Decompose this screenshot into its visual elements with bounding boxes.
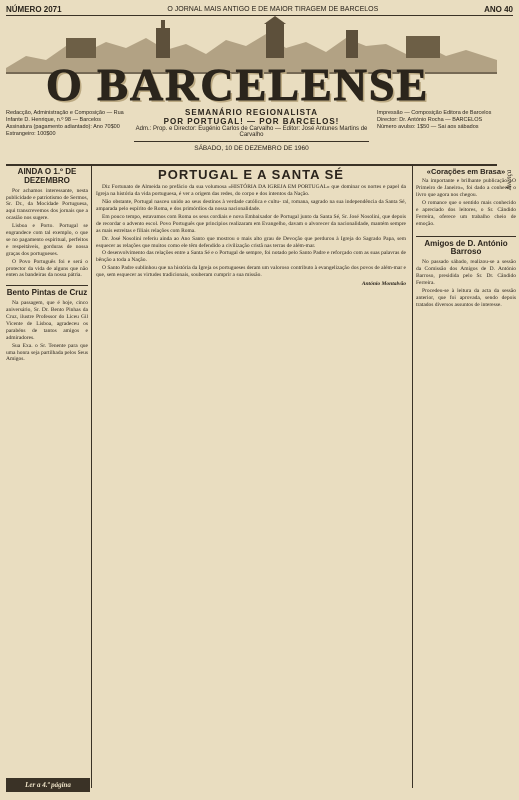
- right-paragraph: Procedeu-se à leitura da acta da sessão anterior, que foi aprovada, sendo depois tratados diversos assuntos de interesse.: [416, 287, 516, 308]
- right-headline: «Corações em Brasa»: [426, 167, 506, 176]
- center-info-box: [134, 108, 369, 152]
- right-paragraph: Na importante e brilhante publicação «O Primeiro de Janeiro», foi dado a conhecer o livro que agora nos chegou.: [416, 178, 516, 199]
- newspaper-title: O BARCELENSE: [46, 59, 430, 110]
- left-column: [6, 166, 92, 788]
- left-paragraph: Sua Exa. o Sr. Tenente para que uma honra seja partilhada pelos Seus Amigos.: [6, 342, 88, 363]
- masthead: [6, 16, 497, 166]
- right-info-line: Número avulso: 1$50 — Sai aos sábados: [377, 124, 479, 130]
- left-paragraph: Na passagem, que é hoje, cinco aniversário, Sr. Dr. Bento Pinhas da Cruz, ilustre Professor do Liceu Gil Vicente de Lisboa, agradeceu os parabéns de tantos amigos e admiradores.: [6, 300, 88, 341]
- vertical-note-text: Avença: [505, 169, 513, 190]
- issue-number: NÚMERO 2071: [6, 4, 62, 14]
- left-info-box: [6, 110, 126, 138]
- top-bar: [6, 3, 513, 16]
- main-paragraph: O Santo Padre sublinhou que na história da Igreja os portugueses deram um valoroso contributo à evangelização dos povos de além-mar e que, sem esquecer as virtudes tradicionais, souberam cumprir a sua missão.: [96, 265, 406, 279]
- right-column: [412, 166, 516, 788]
- right-info-line: Director: Dr. António Rocha — BARCELOS: [377, 117, 483, 123]
- article-signature: António Montalvão: [361, 281, 406, 288]
- left-info-line: Redacção, Administração e Composição — Rua Infante D. Henrique, n.º 98 — Barcelos: [6, 110, 124, 123]
- left-info-line: Estrangeiro: 100$00: [6, 131, 56, 137]
- right-paragraph: No passado sábado, realizou-se a sessão da Comissão dos Amigos de D. António Barroso, presidida pelo Sr. Dr. Cândido Ferreira.: [416, 259, 516, 286]
- year-label: ANO 40: [484, 4, 513, 14]
- date-line: SÁBADO, 10 DE DEZEMBRO DE 1960: [134, 141, 369, 152]
- left-paragraph: Por achamos interessante, nesta publicidade e patriotismo de Sermos, Sr. Dr., da Mocidade Portuguesa, aqui transcrevemos dos jornais que a ocasião nos sugere.: [6, 187, 88, 222]
- main-paragraph: Em pouco tempo, estavamos com Roma os seus cordiais e nova Embaixador de Portugal junto da Santa Sé, Sr. José Nosolini, que depois de recordar o advento escol. Povo Português que principios realizaram em Evangelho, davam o alvorecer da nacionalidade, mantém sempre as mais estreitas e filiais relações com Roma.: [96, 213, 406, 234]
- left-paragraph: Lisboa e Porto. Portugal se engrandece com tal exemplo, o que se no pagamento espiritual, perfeitos e respeitáveis, gorduras de nossa graças dos portugueses.: [6, 223, 88, 257]
- main-paragraph: O desenvolvimento das relações entre a Santa Sé e o Portugal de sempre, foi notado pelo Santo Padre e reforçado com as suas palavras de bênção a toda a Nação.: [96, 250, 406, 264]
- main-paragraph: Não obstante, Portugal nasceu unido ao seus destinos à verdade católica e cultu- ral, romana, sagrado na sua independência da Santa Sé, amparada pelo espírito de Roma, e dos primórdios da nossa nacionalidade.: [96, 199, 406, 213]
- main-headline: PORTUGAL E A SANTA SÉ: [158, 167, 344, 182]
- editor-line: Adm.: Prop. e Director: Eugénio Carlos de Carvalho — Editor: José Antunes Martins de Carvalho: [135, 126, 368, 138]
- main-column: [96, 166, 406, 766]
- right-headline-2: Amigos de D. António Barroso: [416, 236, 516, 258]
- left-headline: AINDA O 1.º DE DEZEMBRO: [17, 167, 77, 185]
- tagline: SEMANÁRIO REGIONALISTA: [185, 108, 318, 117]
- main-paragraph: Dr. José Nosolini referiu ainda ao Ano Santo que mostrou o mais alto grau de Devoção que perdurou à Igreja do Sagrado Papa, sem esquecer as relações que muitos como ele têm defendido a civilização cristã nas terras de além-mar.: [96, 235, 406, 249]
- right-paragraph: O romance que o sentido mais conhecido e apreciado dos leitores, o Sr. Cândido Ferreira, oferece um trabalho cheio de emoção.: [416, 199, 516, 227]
- continued-banner: Ler a 4.ª página: [6, 778, 90, 792]
- slogan: O JORNAL MAIS ANTIGO E DE MAIOR TIRAGEM DE BARCELOS: [167, 5, 379, 13]
- left-headline-2: Bento Pintas de Cruz: [6, 285, 88, 298]
- left-info-line: Assinatura (pagamento adiantado): Ano 70$00: [6, 124, 120, 130]
- right-info-line: Impressão — Composição Editora de Barcelos: [377, 110, 492, 116]
- left-paragraph: O Povo Português foi e será o protector da vida de alguns que não enten as bandeiras da nossa pátria.: [6, 258, 88, 279]
- motto: POR PORTUGAL! — POR BARCELOS!: [163, 117, 340, 126]
- main-paragraph: Diz Fortunato de Almeida no prefácio da sua volumosa «HISTÓRIA DA IGREJA EM PORTUGAL» que dominar os nortes e papel da Igreja na história da vida portuguesa, é ver a origem das redes, do corpo e dos intentos da Nação.: [96, 184, 406, 198]
- right-info-box: [377, 110, 497, 131]
